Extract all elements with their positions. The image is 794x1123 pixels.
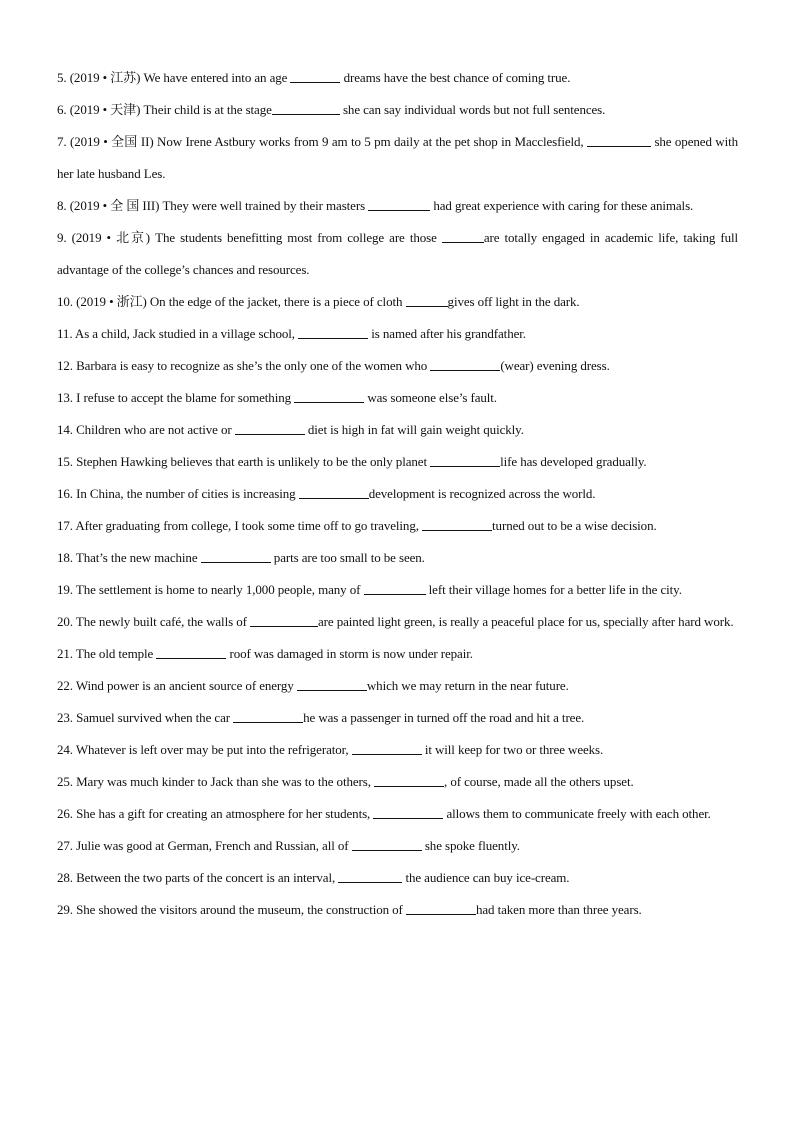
answer-blank[interactable] (235, 422, 305, 435)
answer-blank[interactable] (352, 742, 422, 755)
answer-blank[interactable] (373, 806, 443, 819)
answer-blank[interactable] (156, 646, 226, 659)
question-19: 19. The settlement is home to nearly 1,000 people, many of left their village homes for a better life in the city. (57, 582, 682, 597)
answer-blank[interactable] (272, 102, 340, 115)
answer-blank[interactable] (364, 582, 426, 595)
question-28: 28. Between the two parts of the concert is an interval, the audience can buy ice-cream. (57, 870, 570, 885)
question-10: 10. (2019 • 浙江) On the edge of the jacket, there is a piece of cloth gives off light in the dark. (57, 294, 580, 309)
answer-blank[interactable] (338, 870, 402, 883)
answer-blank[interactable] (294, 390, 364, 403)
question-list (57, 62, 738, 926)
answer-blank[interactable] (587, 134, 651, 147)
question-26: 26. She has a gift for creating an atmosphere for her students, allows them to communicate freely with each other. (57, 806, 711, 821)
answer-blank[interactable] (430, 358, 500, 371)
question-15: 15. Stephen Hawking believes that earth is unlikely to be the only planet life has developed gradually. (57, 454, 647, 469)
question-22: 22. Wind power is an ancient source of energy which we may return in the near future. (57, 678, 569, 693)
question-24: 24. Whatever is left over may be put into the refrigerator, it will keep for two or three weeks. (57, 742, 604, 757)
question-21: 21. The old temple roof was damaged in storm is now under repair. (57, 646, 473, 661)
question-6: 6. (2019 • 天津) Their child is at the stage she can say individual words but not full sentences. (57, 102, 606, 117)
answer-blank[interactable] (297, 678, 367, 691)
answer-blank[interactable] (290, 70, 340, 83)
question-20: 20. The newly built café, the walls of are painted light green, is really a peaceful place for us, specially after hard work. (57, 614, 734, 629)
question-23: 23. Samuel survived when the car he was a passenger in turned off the road and hit a tree. (57, 710, 585, 725)
answer-blank[interactable] (233, 710, 303, 723)
question-13: 13. I refuse to accept the blame for something was someone else’s fault. (57, 390, 497, 405)
answer-blank[interactable] (299, 486, 369, 499)
answer-blank[interactable] (442, 230, 484, 243)
answer-blank[interactable] (406, 902, 476, 915)
question-29: 29. She showed the visitors around the museum, the construction of had taken more than three years. (57, 902, 642, 917)
answer-blank[interactable] (374, 774, 444, 787)
answer-blank[interactable] (430, 454, 500, 467)
answer-blank[interactable] (201, 550, 271, 563)
question-11: 11. As a child, Jack studied in a village school, is named after his grandfather. (57, 326, 526, 341)
answer-blank[interactable] (406, 294, 448, 307)
question-25: 25. Mary was much kinder to Jack than she was to the others, , of course, made all the others upset. (57, 774, 634, 789)
question-9: 9. (2019 • 北京) The students benefitting most from college are those are totally engaged in academic life, taking full advantage of the college’s chances and resources. (57, 230, 738, 277)
answer-blank[interactable] (368, 198, 430, 211)
answer-blank[interactable] (352, 838, 422, 851)
question-7: 7. (2019 • 全国 II) Now Irene Astbury works from 9 am to 5 pm daily at the pet shop in Macclesfield, she opened with her late husband Les. (57, 134, 738, 181)
question-12: 12. Barbara is easy to recognize as she’s the only one of the women who (wear) evening dress. (57, 358, 610, 373)
question-18: 18. That’s the new machine parts are too small to be seen. (57, 550, 425, 565)
question-8: 8. (2019 • 全 国 III) They were well trained by their masters had great experience with caring for these animals. (57, 198, 694, 213)
question-14: 14. Children who are not active or diet is high in fat will gain weight quickly. (57, 422, 524, 437)
answer-blank[interactable] (422, 518, 492, 531)
question-5: 5. (2019 • 江苏) We have entered into an age dreams have the best chance of coming true. (57, 70, 571, 85)
question-27: 27. Julie was good at German, French and Russian, all of she spoke fluently. (57, 838, 520, 853)
answer-blank[interactable] (250, 614, 318, 627)
answer-blank[interactable] (298, 326, 368, 339)
question-16: 16. In China, the number of cities is increasing development is recognized across the world. (57, 486, 596, 501)
question-17: 17. After graduating from college, I took some time off to go traveling, turned out to be a wise decision. (57, 518, 657, 533)
